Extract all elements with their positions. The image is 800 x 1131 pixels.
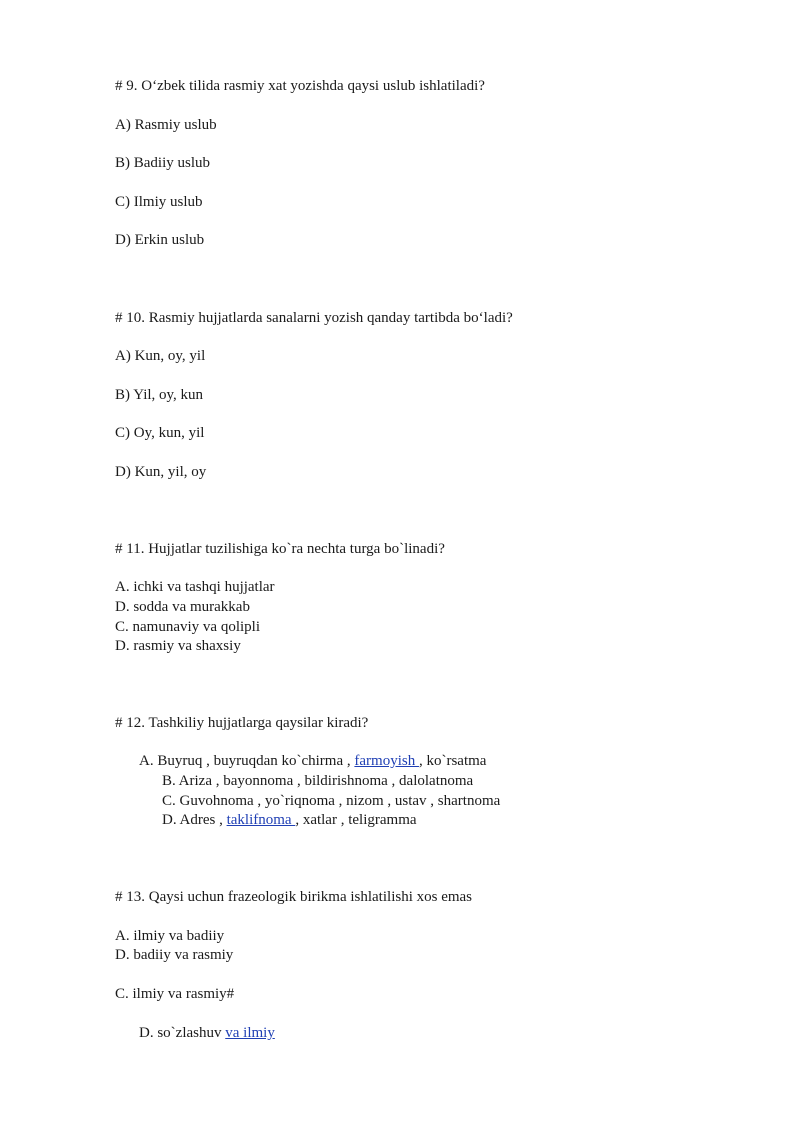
question-13-text: # 13. Qaysi uchun frazeologik birikma ishlatilishi xos emas — [115, 889, 473, 905]
taklifnoma-link[interactable]: taklifnoma — [226, 812, 296, 828]
farmoyish-link[interactable]: farmoyish — [354, 753, 419, 769]
q11-option-a: A. ichki va tashqi hujjatlar — [115, 579, 275, 595]
q12-option-d — [162, 811, 417, 829]
q11-option-d: D. rasmiy va shaxsiy — [115, 638, 241, 654]
q12-option-d-suffix: , xatlar , teligramma — [295, 812, 417, 828]
q11-option-c: C. namunaviy va qolipli — [115, 619, 260, 635]
q9-option-b: B) Badiiy uslub — [115, 155, 211, 171]
q12-option-a-suffix: , ko`rsatma — [418, 753, 487, 769]
q9-option-c: C) Ilmiy uslub — [115, 194, 203, 210]
q13-option-b: D. badiiy va rasmiy — [115, 947, 234, 963]
q12-option-c: C. Guvohnoma , yo`riqnoma , nizom , ustav , shartnoma — [162, 793, 501, 809]
q12-option-b: B. Ariza , bayonnoma , bildirishnoma , dalolatnoma — [162, 773, 474, 789]
question-9-text: # 9. O‘zbek tilida rasmiy xat yozishda qaysi uslub ishlatiladi? — [115, 78, 485, 94]
q10-option-b: B) Yil, oy, kun — [115, 387, 204, 403]
q12-option-a-prefix: A. Buyruq , buyruqdan ko`chirma , — [139, 753, 355, 769]
question-11-text: # 11. Hujjatlar tuzilishiga ko`ra nechta turga bo`linadi? — [115, 541, 445, 557]
q12-option-a — [139, 752, 486, 770]
q11-option-b: D. sodda va murakkab — [115, 599, 250, 615]
q13-option-d-prefix: D. so`zlashuv — [139, 1025, 226, 1041]
q10-option-a: A) Kun, oy, yil — [115, 348, 206, 364]
q10-option-d: D) Kun, yil, oy — [115, 464, 207, 480]
va-ilmiy-link[interactable]: va ilmiy — [225, 1025, 275, 1041]
question-12-text: # 12. Tashkiliy hujjatlarga qaysilar kiradi? — [115, 715, 369, 731]
question-10-text: # 10. Rasmiy hujjatlarda sanalarni yozish qanday tartibda bo‘ladi? — [115, 310, 513, 326]
q9-option-d: D) Erkin uslub — [115, 232, 205, 248]
q10-option-c: C) Oy, kun, yil — [115, 425, 205, 441]
q9-option-a: A) Rasmiy uslub — [115, 117, 217, 133]
q13-option-a: A. ilmiy va badiiy — [115, 928, 225, 944]
q12-option-d-prefix: D. Adres , — [162, 812, 227, 828]
q13-option-c: C. ilmiy va rasmiy# — [115, 986, 235, 1002]
q13-option-d — [139, 1024, 275, 1042]
